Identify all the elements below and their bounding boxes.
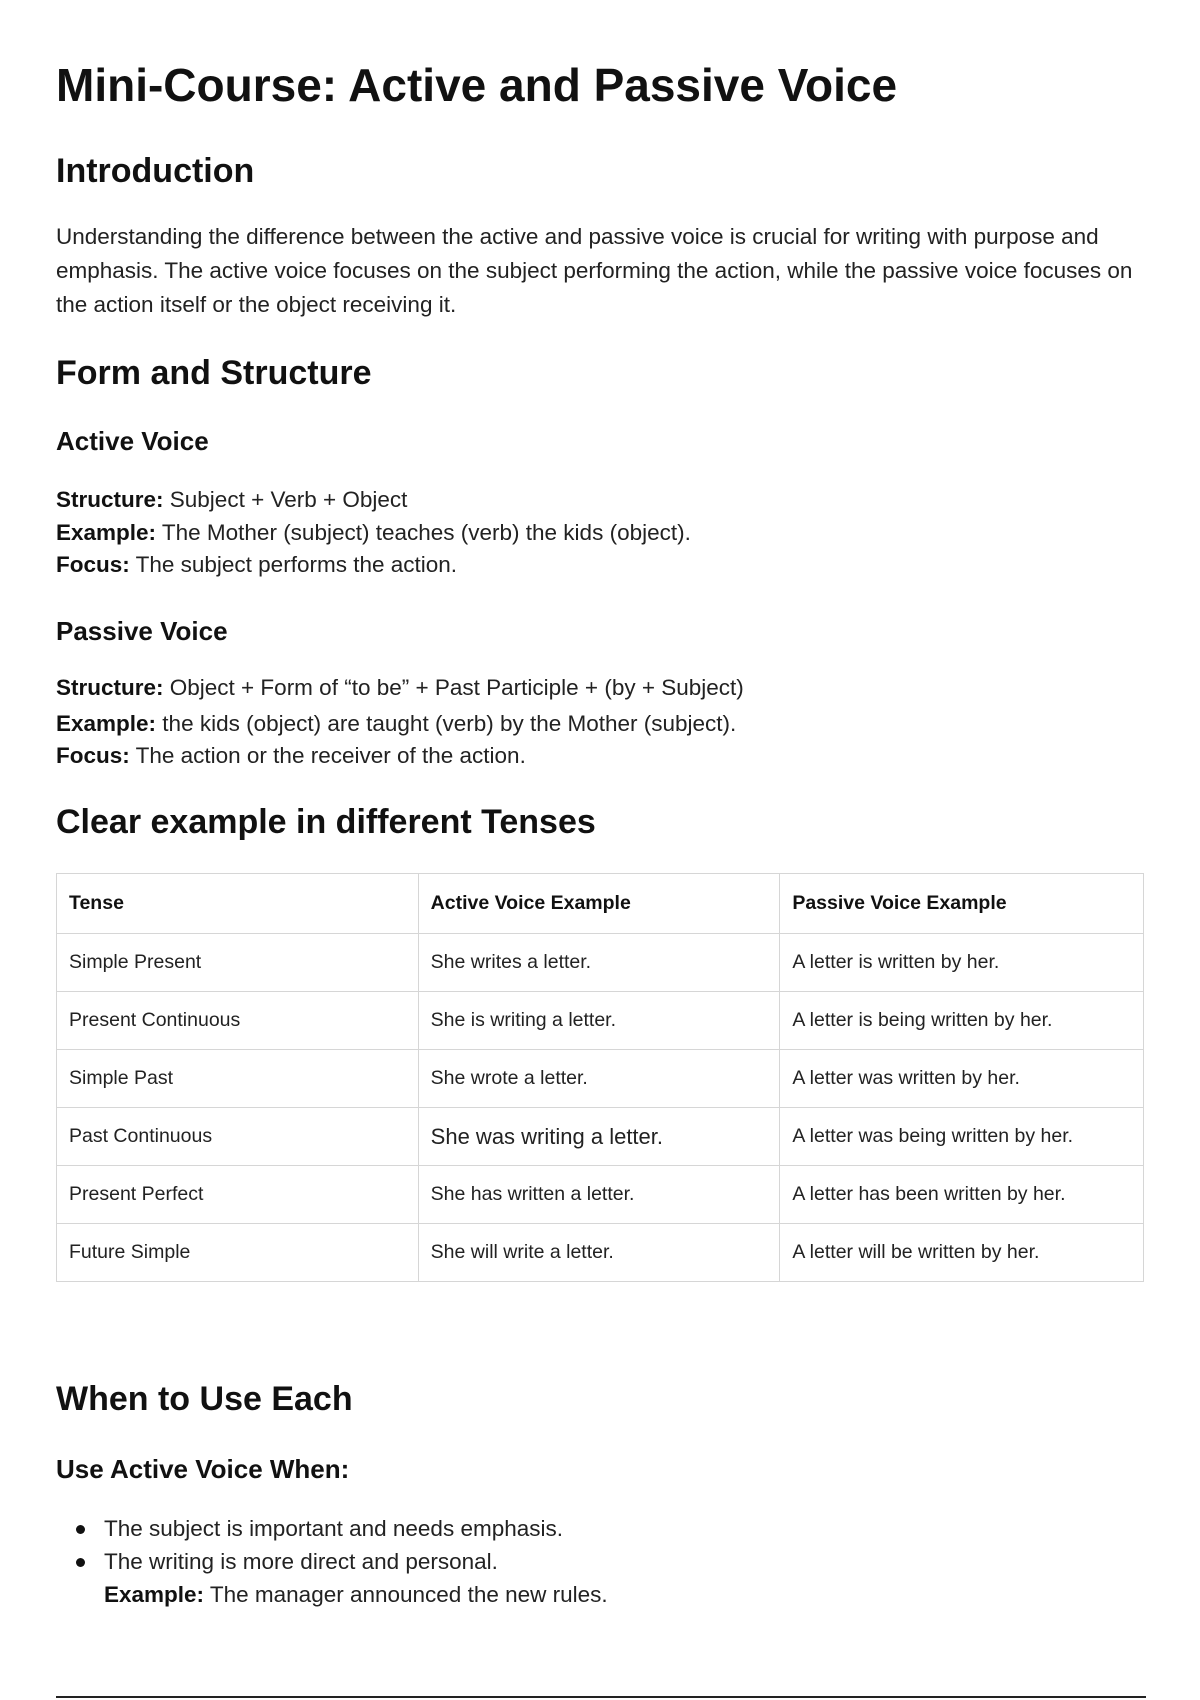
page-title: Mini-Course: Active and Passive Voice: [56, 59, 898, 111]
active-structure-line: [56, 487, 407, 513]
active-example-cell: She writes a letter.: [418, 934, 780, 992]
active-usage-list: [56, 1512, 608, 1611]
column-header-active: Active Voice Example: [418, 874, 780, 934]
passive-example-cell: A letter has been written by her.: [780, 1166, 1144, 1224]
passive-structure-label: Structure:: [56, 675, 164, 700]
passive-structure-text: Object + Form of “to be” + Past Participle + (by + Subject): [163, 675, 744, 700]
tense-cell: Simple Past: [57, 1050, 419, 1108]
passive-example-cell: A letter is being written by her.: [780, 992, 1144, 1050]
usage-example-label: Example:: [104, 1582, 205, 1607]
active-structure-text: Subject + Verb + Object: [163, 487, 408, 512]
tenses-heading: Clear example in different Tenses: [56, 803, 596, 841]
passive-example-text: the kids (object) are taught (verb) by the Mother (subject).: [156, 711, 737, 736]
form-structure-heading: Form and Structure: [56, 354, 372, 392]
introduction-text: Understanding the difference between the active and passive voice is crucial for writing with purpose and emphasis. The active voice focuses on the subject performing the action, while the passive voice focuses on the action itself or the object receiving it.: [56, 224, 1133, 317]
passive-example-label: Example:: [56, 711, 157, 736]
column-header-passive: Passive Voice Example: [780, 874, 1144, 934]
passive-focus-line: [56, 743, 526, 769]
passive-focus-text: The action or the receiver of the action.: [129, 743, 526, 768]
when-to-use-heading: When to Use Each: [56, 1380, 353, 1418]
active-example-cell: She wrote a letter.: [418, 1050, 780, 1108]
tenses-table: [56, 873, 1144, 1282]
table-row: [57, 1050, 1144, 1108]
passive-focus-label: Focus:: [56, 743, 130, 768]
active-example-cell: She will write a letter.: [418, 1224, 780, 1282]
active-example-line: [56, 520, 691, 546]
usage-example-line: [56, 1578, 608, 1611]
active-example-cell: She was writing a letter.: [418, 1108, 780, 1166]
table-row: [57, 1166, 1144, 1224]
passive-example-cell: A letter will be written by her.: [780, 1224, 1144, 1282]
active-focus-line: [56, 552, 457, 578]
passive-example-cell: A letter was being written by her.: [780, 1108, 1144, 1166]
table-row: [57, 1108, 1144, 1166]
active-example-cell: She is writing a letter.: [418, 992, 780, 1050]
list-item-text: The writing is more direct and personal.: [104, 1549, 498, 1574]
column-header-tense: Tense: [57, 874, 419, 934]
tense-cell: Present Perfect: [57, 1166, 419, 1224]
list-item-text: The subject is important and needs emphasis.: [104, 1516, 563, 1541]
tense-cell: Present Continuous: [57, 992, 419, 1050]
passive-example-cell: A letter is written by her.: [780, 934, 1144, 992]
table-header-row: [57, 874, 1144, 934]
passive-example-cell: A letter was written by her.: [780, 1050, 1144, 1108]
passive-example-line: [56, 711, 736, 737]
active-focus-text: The subject performs the action.: [129, 552, 458, 577]
tense-cell: Simple Present: [57, 934, 419, 992]
active-example-text: The Mother (subject) teaches (verb) the kids (object).: [156, 520, 691, 545]
bullet-icon: [76, 1525, 85, 1534]
active-structure-label: Structure:: [56, 487, 164, 512]
active-example-cell: She has written a letter.: [418, 1166, 780, 1224]
table-row: [57, 934, 1144, 992]
bullet-icon: [76, 1558, 85, 1567]
use-active-heading: Use Active Voice When:: [56, 1454, 350, 1484]
passive-structure-line: [56, 675, 744, 701]
list-item: [56, 1512, 608, 1545]
table-row: [57, 992, 1144, 1050]
active-example-label: Example:: [56, 520, 157, 545]
passive-voice-heading: Passive Voice: [56, 616, 228, 646]
tense-cell: Past Continuous: [57, 1108, 419, 1166]
active-voice-heading: Active Voice: [56, 426, 209, 456]
usage-example-text: The manager announced the new rules.: [204, 1582, 608, 1607]
table-row: [57, 1224, 1144, 1282]
tense-cell: Future Simple: [57, 1224, 419, 1282]
introduction-heading: Introduction: [56, 152, 255, 190]
bottom-divider: [56, 1696, 1146, 1698]
list-item: [56, 1545, 608, 1578]
active-focus-label: Focus:: [56, 552, 130, 577]
